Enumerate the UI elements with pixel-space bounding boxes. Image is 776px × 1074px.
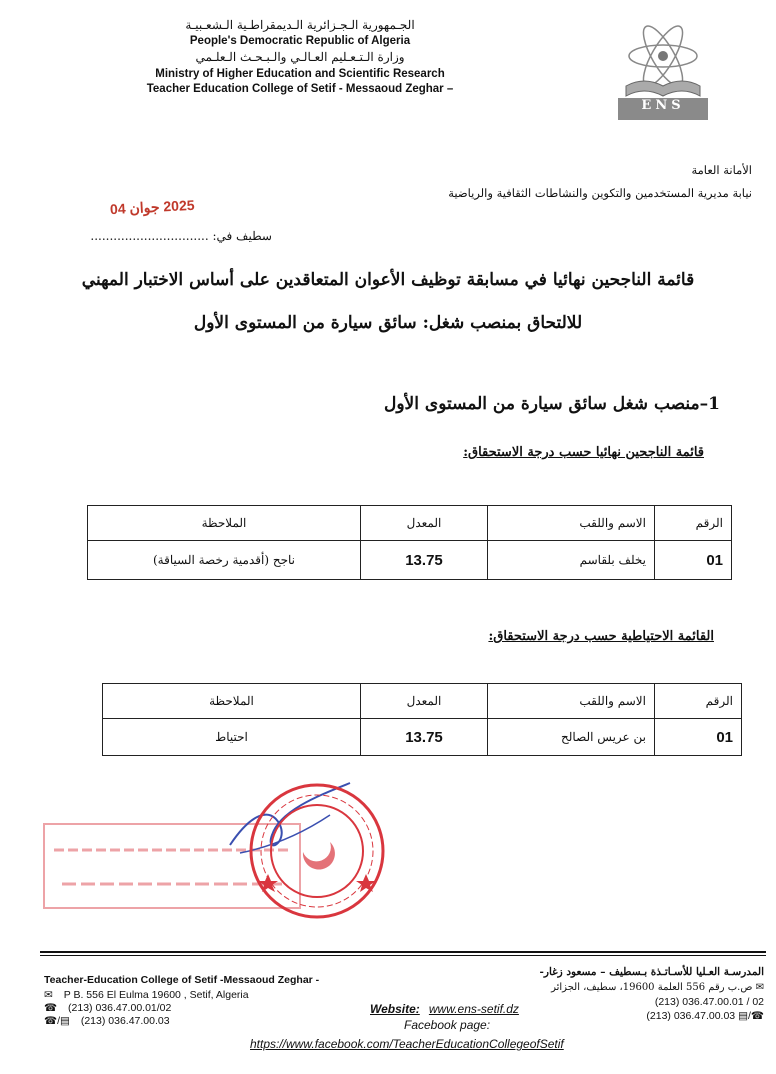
fax-icon: ☎/▤ <box>44 1015 70 1027</box>
letterhead <box>130 18 470 95</box>
col-average-header: المعدل <box>361 506 488 541</box>
website-link[interactable]: www.ens-setif.dz <box>428 1002 519 1016</box>
footer-fax-ar: (213) 036.47.00.03 ▤/☎ <box>646 1010 764 1022</box>
table-row <box>88 541 732 580</box>
college-en: Teacher Education College of Setif - Messaoud Zeghar – <box>146 83 454 95</box>
footer-phone-en: ☎ (213) 036.47.00.01/02 <box>44 1002 172 1014</box>
logo-text: ENS <box>641 98 685 113</box>
row-average: 13.75 <box>361 541 488 580</box>
table-row <box>103 719 742 756</box>
col-name-header: الاسم واللقب <box>488 506 655 541</box>
col-remark-header: الملاحظة <box>103 684 361 719</box>
footer-college-ar: المدرسـة العـليا للأسـاتـذة بـسطيف – مسعود زغار- <box>539 966 764 978</box>
row-name: بن عريس الصالح <box>488 719 655 756</box>
footer-address-ar: ✉ ص.ب رقم 556 العلمة 19600، سطيف، الجزائر <box>551 982 764 993</box>
date-stamp: 2025 جوان 04 <box>109 196 195 218</box>
row-remark: احتياط <box>103 719 361 756</box>
footer-fax-en: ☎/▤ (213) 036.47.00.03 <box>44 1015 170 1027</box>
fax-icon: ▤/☎ <box>738 1010 764 1022</box>
facebook-label: Facebook page: <box>404 1018 491 1032</box>
mail-icon: ✉ <box>755 982 764 993</box>
col-remark-header: الملاحظة <box>88 506 361 541</box>
final-list-table <box>87 505 732 580</box>
document-title: قائمة الناجحين نهائيا في مسابقة توظيف الأعوان المتعاقدين على أساس الاختبار المهني <box>81 270 695 290</box>
setif-date-line: سطيف في: ............................... <box>90 229 272 243</box>
row-remark: ناجح (أقدمية رخصة السياقة) <box>88 541 361 580</box>
reserve-list-heading: القائمة الاحتياطية حسب درجة الاستحقاق: <box>488 629 714 644</box>
row-number: 01 <box>655 719 742 756</box>
facebook-link[interactable]: https://www.facebook.com/TeacherEducationCollegeofSetif <box>250 1037 564 1051</box>
reserve-list-table <box>102 683 742 756</box>
footer-phone-ar: (213) 036.47.00.01 / 02 <box>654 996 764 1008</box>
website-label: Website: <box>370 1002 420 1016</box>
row-number: 01 <box>655 541 732 580</box>
col-number-header: الرقم <box>655 684 742 719</box>
table-header-row <box>103 684 742 719</box>
country-en: People's Democratic Republic of Algeria <box>189 35 411 47</box>
country-ar: الجـمهورية الـجـزائرية الـديمقراطـية الـشعـبيـة <box>185 18 415 32</box>
website-line <box>370 998 519 1017</box>
final-list-heading: قائمة الناجحين نهائيا حسب درجة الاستحقاق: <box>463 445 704 460</box>
sub-directorate: نيابة مديرية المستخدمين والتكوين والنشاطات الثقافية والرياضية <box>448 186 752 200</box>
phone-icon: ☎ <box>44 1002 58 1014</box>
footer-divider-thin <box>40 955 766 956</box>
footer-college-en: Teacher-Education College of Setif -Messaoud Zeghar - <box>44 974 320 986</box>
table-header-row <box>88 506 732 541</box>
ens-logo <box>604 16 722 126</box>
row-average: 13.75 <box>361 719 488 756</box>
document-subtitle: للالتحاق بمنصب شغل: سائق سيارة من المستوى الأول <box>193 313 583 333</box>
round-stamp <box>248 782 386 920</box>
section-heading: 1–منصب شغل سائق سيارة من المستوى الأول <box>384 394 720 414</box>
secretariat-general: الأمانة العامة <box>691 163 752 177</box>
ministry-ar: وزارة الـتـعـليم العـالـي والـبـحـث الـعلـمي <box>195 50 405 64</box>
col-name-header: الاسم واللقب <box>488 684 655 719</box>
ministry-en: Ministry of Higher Education and Scientific Research <box>155 68 445 80</box>
mail-icon: ✉ <box>44 989 53 1001</box>
footer-address-en: ✉ P B. 556 El Eulma 19600 , Setif, Algeria <box>44 989 249 1001</box>
col-average-header: المعدل <box>361 684 488 719</box>
seal-icon <box>248 782 386 920</box>
col-number-header: الرقم <box>655 506 732 541</box>
footer-divider <box>40 951 766 953</box>
row-name: يخلف بلقاسم <box>488 541 655 580</box>
